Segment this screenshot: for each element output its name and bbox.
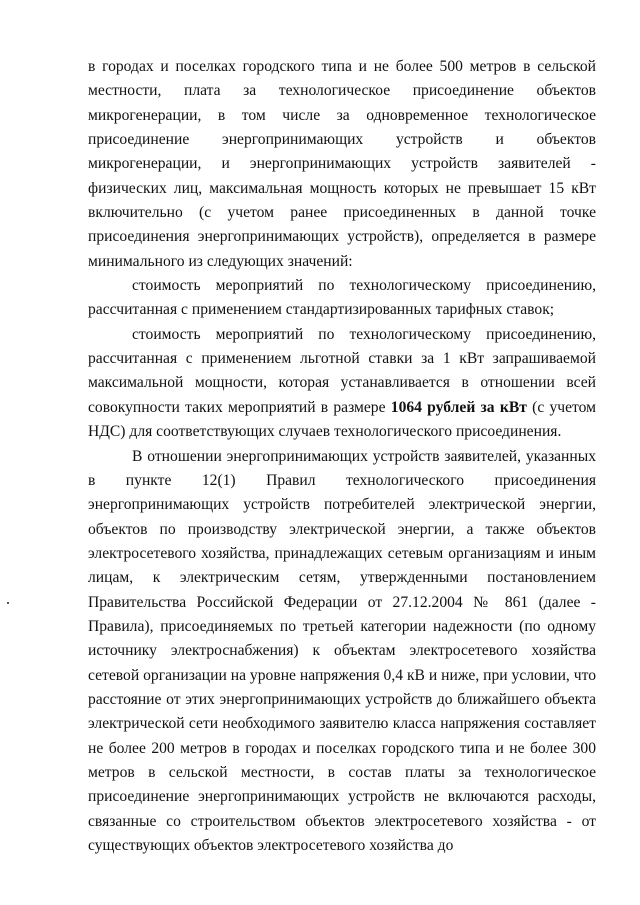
paragraph-rules-reference: В отношении энергопринимающих устройств заявителей, указанных в пункте 12(1) Правил технологического присоединения энергопринимающих устройств потребителей электрической энергии, объектов по производству электрической энергии, а также объектов электросетевого хозяйства, принадлежащих сетевым организациям и иным лицам, к электрическим сетям, утвержденными постановлением Правительства Российской Федерации от 27.12.2004 № 861 (далее - Правила), присоединяемых по третьей категории надежности (по одному источнику электроснабжения) к объектам электросетевого хозяйства сетевой организации на уровне напряжения 0,4 кВ и ниже, при условии, что расстояние от этих энергопринимающих устройств до ближайшего объекта электрической сети необходимого заявителю класса напряжения составляет не более 200 метров в городах и поселках городского типа и не более 300 метров в сельской местности, в состав платы за технологическое присоединение энергопринимающих устройств не включаются расходы, связанные со строительством объектов электросетевого хозяйства - от существующих объектов электросетевого хозяйства до xyxy=(88,447,596,854)
margin-speck xyxy=(7,602,9,604)
paragraph-preferential-rate xyxy=(88,323,596,445)
preferential-rate-text-start: стоимость мероприятий по технологическому присоединению, рассчитанная с применением льготной ставки за 1 кВт запрашиваемой максимальной мощности, которая устанавливается в отношении всей совокупности таких мероприятий в размере xyxy=(88,325,596,416)
paragraph-continuation: в городах и поселках городского типа и не более 500 метров в сельской местности, плата за технологическое присоединение объектов микрогенерации, в том числе за одновременное технологическое присоединение энергопринимающих устройств и объектов микрогенерации, и энергопринимающих устройств заявителей - физических лиц, максимальная мощность которых не превышает 15 кВт включительно (с учетом ранее присоединенных в данной точке присоединения энергопринимающих устройств), определяется в размере минимального из следующих значений: xyxy=(88,58,596,270)
paragraph-standard-rates: стоимость мероприятий по технологическому присоединению, рассчитанная с применением стандартизированных тарифных ставок; xyxy=(88,277,596,319)
document-page xyxy=(88,55,596,858)
preferential-rate-amount: 1064 рублей за кВт xyxy=(390,398,527,416)
preferential-rate-text-end: (с учетом НДС) для соответствующих случаев технологического присоединения. xyxy=(88,398,597,441)
